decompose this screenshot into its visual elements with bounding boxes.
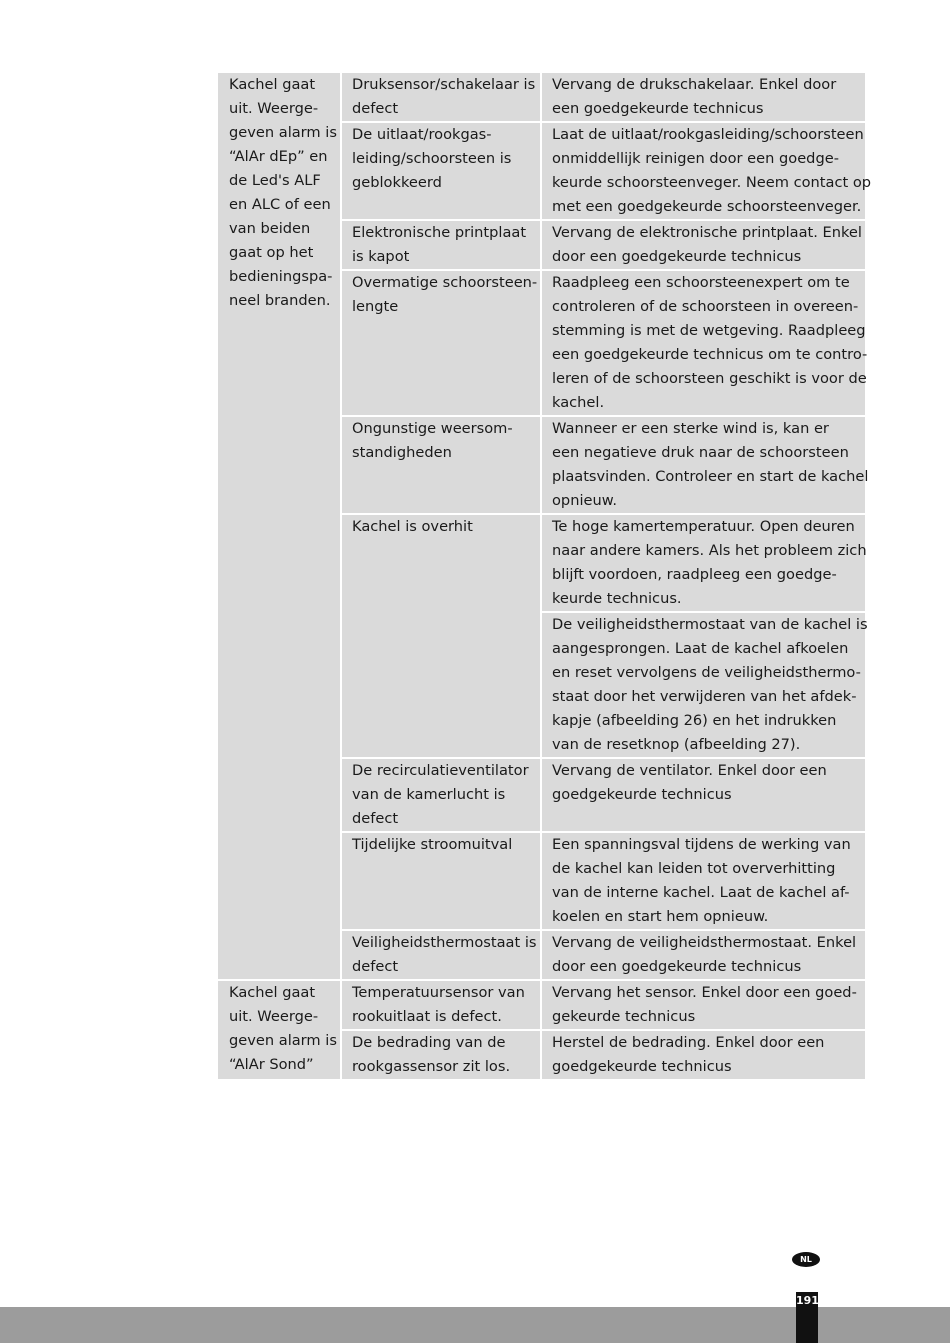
solution-cell-line: kachel. — [552, 394, 605, 411]
solution-cell-line: Herstel de bedrading. Enkel door een — [552, 1034, 825, 1051]
solution-cell — [542, 981, 865, 1031]
solution-cell-line: door een goedgekeurde technicus — [552, 958, 802, 975]
cause-cell-line: Overmatige schoorsteen- — [352, 274, 538, 291]
cause-cell-line: Tijdelijke stroomuitval — [352, 836, 513, 853]
solution-cell-line: opnieuw. — [552, 492, 617, 509]
symptom-cell-line: geven alarm is — [229, 124, 337, 141]
solution-cell-line: en reset vervolgens de veiligheidsthermo- — [552, 664, 861, 681]
cause-cell — [342, 931, 542, 981]
solution-cell-line: door een goedgekeurde technicus — [552, 248, 802, 265]
solution-cell-line: Te hoge kamertemperatuur. Open deuren — [552, 518, 855, 535]
solution-cell-line: stemming is met de wetgeving. Raadpleeg — [552, 322, 866, 339]
page-number: 191 — [796, 1294, 819, 1307]
solution-cell-line: aangesprongen. Laat de kachel afkoelen — [552, 640, 849, 657]
cause-cell — [342, 417, 542, 515]
solution-cell-line: onmiddellijk reinigen door een goedge- — [552, 150, 839, 167]
cause-cell-line: Temperatuursensor van — [352, 984, 525, 1001]
solution-cell-line: Vervang de veiligheidsthermostaat. Enkel — [552, 934, 857, 951]
solution-cell-line: plaatsvinden. Controleer en start de kachel — [552, 468, 869, 485]
solution-cell-line: Vervang de ventilator. Enkel door een — [552, 762, 827, 779]
solution-cell-line: Vervang de drukschakelaar. Enkel door — [552, 76, 837, 93]
symptom-cell — [218, 981, 342, 1081]
symptom-cell-line: uit. Weerge- — [229, 1008, 319, 1025]
symptom-cell-line: van beiden — [229, 220, 311, 237]
cause-cell — [342, 123, 542, 221]
cause-cell-line: defect — [352, 958, 399, 975]
symptom-cell-line: gaat op het — [229, 244, 314, 261]
solution-cell-line: een goedgekeurde technicus om te contro- — [552, 346, 868, 363]
solution-cell-line: Raadpleeg een schoorsteenexpert om te — [552, 274, 850, 291]
solution-cell-line: naar andere kamers. Als het probleem zich — [552, 542, 867, 559]
cause-cell-line: rookuitlaat is defect. — [352, 1008, 502, 1025]
cause-cell-line: De bedrading van de — [352, 1034, 506, 1051]
cause-cell-line: leiding/schoorsteen is — [352, 150, 512, 167]
solution-cell-line: goedgekeurde technicus — [552, 786, 732, 803]
symptom-cell-line: Kachel gaat — [229, 76, 316, 93]
solution-cell-line: Vervang de elektronische printplaat. Enkel — [552, 224, 862, 241]
cause-cell-line: rookgassensor zit los. — [352, 1058, 511, 1075]
solution-cell-line: keurde schoorsteenveger. Neem contact op — [552, 174, 872, 191]
language-badge: NL — [792, 1252, 820, 1267]
solution-cell-line: koelen en start hem opnieuw. — [552, 908, 769, 925]
table-row — [218, 981, 865, 1031]
solution-cell-line: een negatieve druk naar de schoorsteen — [552, 444, 849, 461]
cause-cell-line: geblokkeerd — [352, 174, 442, 191]
solution-cell-line: staat door het verwijderen van het afdek- — [552, 688, 857, 705]
symptom-cell-line: en ALC of een — [229, 196, 331, 213]
cause-cell — [342, 73, 542, 123]
solution-cell — [542, 613, 868, 759]
symptom-cell-line: geven alarm is — [229, 1032, 337, 1049]
solution-cell-line: Een spanningsval tijdens de werking van — [552, 836, 851, 853]
symptom-cell-line: uit. Weerge- — [229, 100, 319, 117]
cause-cell-line: defect — [352, 810, 399, 827]
solution-cell-line: de kachel kan leiden tot oververhitting — [552, 860, 836, 877]
cause-cell-line: De recirculatieventilator — [352, 762, 529, 779]
solution-cell — [542, 271, 868, 417]
solution-cell-line: een goedgekeurde technicus — [552, 100, 764, 117]
solution-cell-line: Wanneer er een sterke wind is, kan er — [552, 420, 829, 437]
solution-cell-line: van de interne kachel. Laat de kachel af- — [552, 884, 850, 901]
cause-cell — [342, 759, 542, 833]
cause-cell-line: standigheden — [352, 444, 452, 461]
solution-cell — [542, 73, 865, 123]
solution-cell — [542, 417, 869, 515]
cause-cell — [342, 515, 542, 759]
symptom-cell-line: Kachel gaat — [229, 984, 316, 1001]
solution-cell — [542, 515, 865, 613]
solution-cell-line: gekeurde technicus — [552, 1008, 696, 1025]
solution-cell — [542, 931, 865, 981]
symptom-cell-line: de Led's ALF — [229, 172, 321, 189]
symptom-cell-line: neel branden. — [229, 292, 331, 309]
troubleshooting-table — [218, 73, 872, 1081]
cause-cell — [342, 981, 542, 1031]
solution-cell-line: Vervang het sensor. Enkel door een goed- — [552, 984, 857, 1001]
solution-cell-line: keurde technicus. — [552, 590, 682, 607]
solution-cell-line: Laat de uitlaat/rookgasleiding/schoorsteen — [552, 126, 864, 143]
solution-cell-line: leren of de schoorsteen geschikt is voor de — [552, 370, 867, 387]
symptom-cell-line: “AlAr dEp” en — [229, 148, 328, 165]
symptom-cell — [218, 73, 342, 981]
cause-cell-line: Kachel is overhit — [352, 518, 473, 535]
cause-cell-line: Veiligheidsthermostaat is — [352, 934, 537, 951]
solution-cell-line: kapje (afbeelding 26) en het indrukken — [552, 712, 837, 729]
cause-cell-line: De uitlaat/rookgas- — [352, 126, 492, 143]
solution-cell — [542, 123, 872, 221]
solution-cell-line: met een goedgekeurde schoorsteenveger. — [552, 198, 862, 215]
solution-cell-line: goedgekeurde technicus — [552, 1058, 732, 1075]
symptom-cell-line: bedieningspa- — [229, 268, 333, 285]
cause-cell — [342, 1031, 542, 1081]
cause-cell — [342, 221, 542, 271]
solution-cell — [542, 759, 865, 833]
cause-cell-line: van de kamerlucht is — [352, 786, 506, 803]
symptom-cell-line: “AlAr Sond” — [229, 1056, 314, 1073]
table-row — [218, 73, 865, 123]
solution-cell-line: De veiligheidsthermostaat van de kachel is — [552, 616, 868, 633]
cause-cell-line: lengte — [352, 298, 399, 315]
cause-cell — [342, 833, 542, 931]
cause-cell — [342, 271, 542, 417]
cause-cell-line: defect — [352, 100, 399, 117]
solution-cell-line: controleren of de schoorsteen in overeen- — [552, 298, 859, 315]
cause-cell-line: Elektronische printplaat — [352, 224, 527, 241]
cause-cell-line: Ongunstige weersom- — [352, 420, 513, 437]
solution-cell-line: van de resetknop (afbeelding 27). — [552, 736, 801, 753]
cause-cell-line: is kapot — [352, 248, 410, 265]
cause-cell-line: Druksensor/schakelaar is — [352, 76, 536, 93]
solution-cell — [542, 1031, 865, 1081]
solution-cell-line: blijft voordoen, raadpleeg een goedge- — [552, 566, 837, 583]
solution-cell — [542, 221, 865, 271]
solution-cell — [542, 833, 865, 931]
